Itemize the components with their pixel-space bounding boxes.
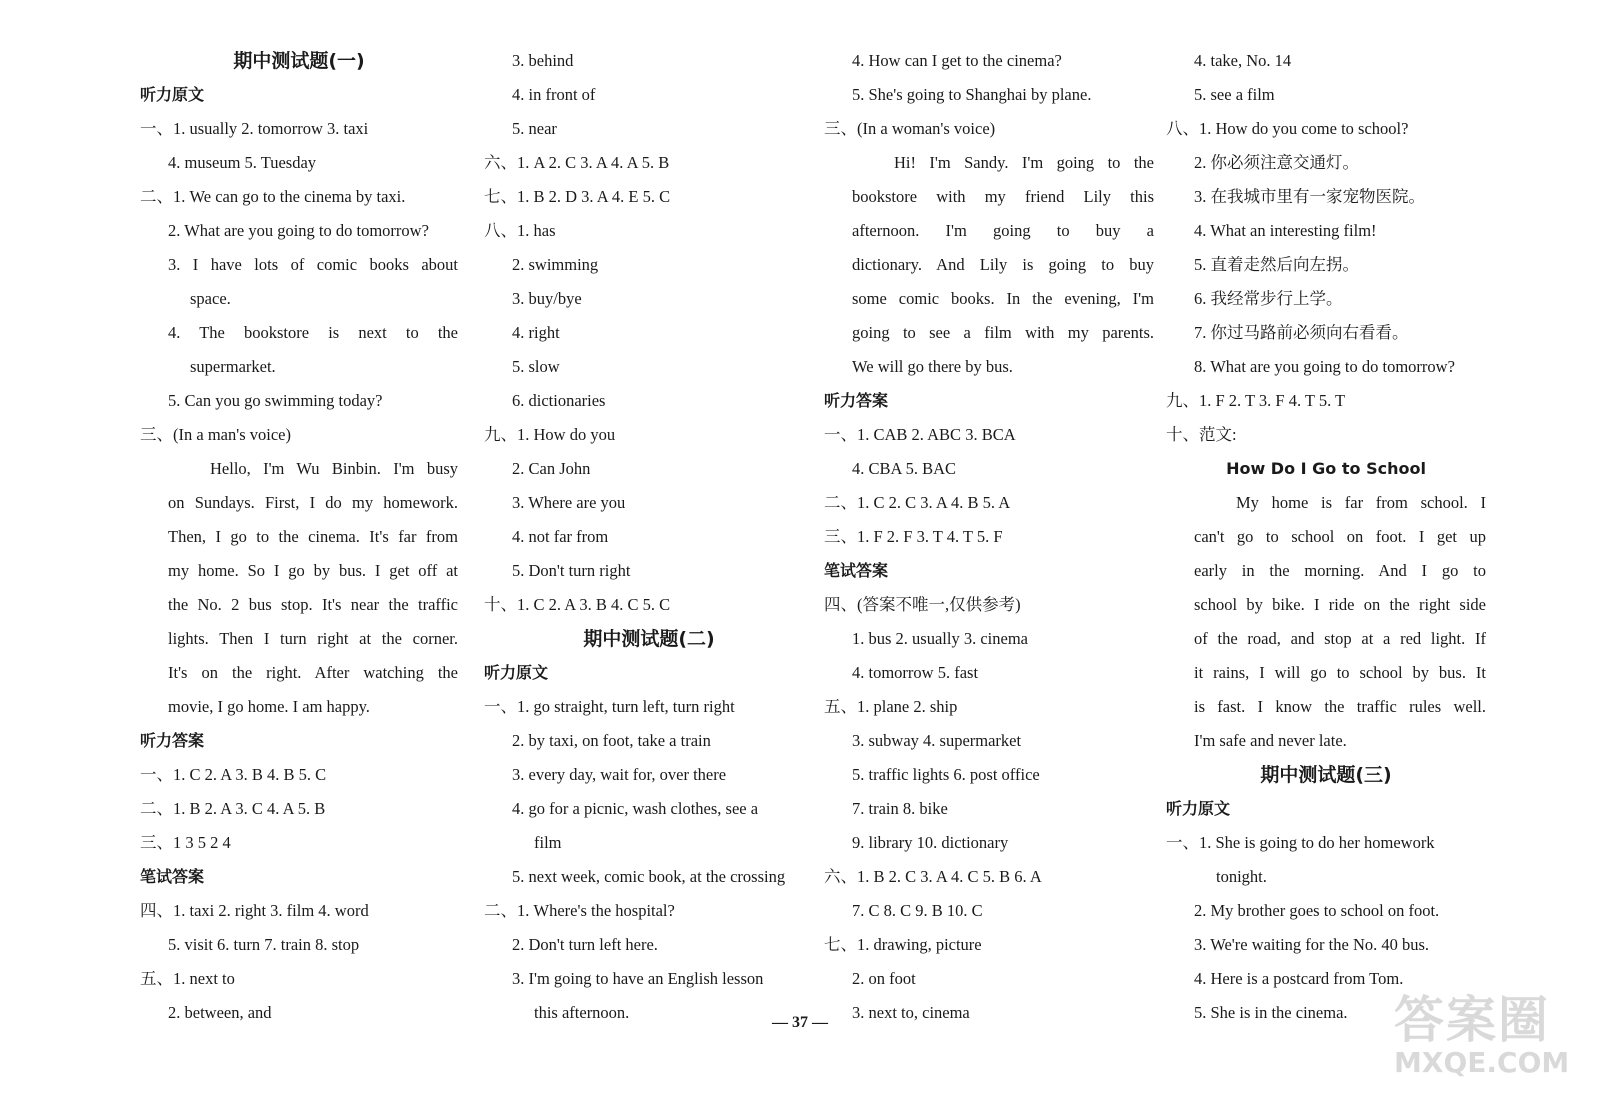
page-number: — 37 — [772, 1014, 828, 1031]
answer-line: 5. slow [512, 357, 560, 376]
answer-line: 7. C 8. C 9. B 10. C [852, 901, 983, 920]
answer-line: tonight. [1216, 867, 1267, 886]
heading-listening-answers: 听力答案 [140, 731, 205, 750]
answer-line: 一、1. go straight, turn left, turn right [484, 697, 735, 716]
passage-line: Then, I go to the cinema. It's far from [168, 527, 458, 546]
essay-line: My home is far from school. I [1236, 493, 1486, 512]
watermark-logo [1394, 992, 1574, 1092]
answer-line: 一、1. CAB 2. ABC 3. BCA [824, 425, 1016, 444]
answer-line: 4. How can I get to the cinema? [852, 51, 1062, 70]
passage-line: afternoon. I'm going to buy a [852, 221, 1154, 240]
heading-written-answers: 笔试答案 [824, 561, 889, 580]
answer-line: 2. What are you going to do tomorrow? [168, 221, 429, 240]
answer-line: 四、1. taxi 2. right 3. film 4. word [140, 901, 369, 920]
answer-line: 5. She's going to Shanghai by plane. [852, 85, 1092, 104]
answer-line: 二、1. We can go to the cinema by taxi. [140, 187, 406, 206]
passage-line: bookstore with my friend Lily this [852, 187, 1154, 206]
answer-line: 2. by taxi, on foot, take a train [512, 731, 711, 750]
answer-line: film [534, 833, 562, 852]
answer-line: 五、1. plane 2. ship [824, 697, 958, 716]
answer-line: this afternoon. [534, 1003, 630, 1022]
answer-line: 5. 直着走然后向左拐。 [1194, 255, 1359, 274]
answer-line: 3. I'm going to have an English lesson [512, 969, 764, 988]
heading-listening-text: 听力原文 [1166, 799, 1231, 818]
answer-line: 三、(In a woman's voice) [824, 119, 996, 138]
answer-line: 三、1 3 5 2 4 [140, 833, 231, 852]
answer-line: 9. library 10. dictionary [852, 833, 1009, 852]
answer-line: 3. Where are you [512, 493, 626, 512]
heading-listening-text: 听力原文 [140, 85, 205, 104]
heading-written-answers: 笔试答案 [140, 867, 205, 886]
answer-line: 一、1. She is going to do her homework [1166, 833, 1435, 852]
answer-line: 2. My brother goes to school on foot. [1194, 901, 1440, 920]
answer-line: 3. We're waiting for the No. 40 bus. [1194, 935, 1430, 954]
answer-line: 六、1. B 2. C 3. A 4. C 5. B 6. A [824, 867, 1042, 886]
answer-line: 4. museum 5. Tuesday [168, 153, 317, 172]
answer-line: 6. dictionaries [512, 391, 606, 410]
answer-line: space. [190, 289, 231, 308]
answer-line: 3. behind [512, 51, 574, 70]
answer-line: 1. bus 2. usually 3. cinema [852, 629, 1028, 648]
answer-line: 3. every day, wait for, over there [512, 765, 727, 784]
answer-line: 2. between, and [168, 1003, 272, 1022]
answer-line: 二、1. C 2. C 3. A 4. B 5. A [824, 493, 1011, 512]
passage-line: the No. 2 bus stop. It's near the traffic [168, 595, 458, 614]
passage-line: dictionary. And Lily is going to buy [852, 255, 1154, 274]
answer-line: 2. 你必须注意交通灯。 [1194, 153, 1359, 172]
passage-line: It's on the right. After watching the [168, 663, 458, 682]
column-3 [824, 44, 1154, 1030]
answer-line: 5. Don't turn right [512, 561, 631, 580]
answer-line: 二、1. B 2. A 3. C 4. A 5. B [140, 799, 326, 818]
answer-line: 5. see a film [1194, 85, 1275, 104]
passage-line: movie, I go home. I am happy. [168, 697, 370, 716]
essay-line: I'm safe and never late. [1194, 731, 1347, 750]
answer-line: 3. next to, cinema [852, 1003, 970, 1022]
answer-line: 八、1. has [484, 221, 556, 240]
passage-line: some comic books. In the evening, I'm [852, 289, 1154, 308]
answer-line: 二、1. Where's the hospital? [484, 901, 675, 920]
answer-line: 4. not far from [512, 527, 609, 546]
answer-line: 5. visit 6. turn 7. train 8. stop [168, 935, 360, 954]
column-1 [140, 44, 458, 1030]
answer-line: 六、1. A 2. C 3. A 4. A 5. B [484, 153, 670, 172]
answer-line: 4. The bookstore is next to the [168, 323, 458, 342]
answer-line: 三、1. F 2. F 3. T 4. T 5. F [824, 527, 1003, 546]
answer-line: 4. CBA 5. BAC [852, 459, 957, 478]
essay-line: school by bike. I ride on the right side [1194, 595, 1486, 614]
answer-line: 4. Here is a postcard from Tom. [1194, 969, 1404, 988]
answer-line: supermarket. [190, 357, 276, 376]
essay-line: early in the morning. And I go to [1194, 561, 1486, 580]
heading-listening-text: 听力原文 [484, 663, 549, 682]
passage-line: lights. Then I turn right at the corner. [168, 629, 458, 648]
answer-line: 2. on foot [852, 969, 916, 988]
essay-line: it rains, I will go to school by bus. It [1194, 663, 1486, 682]
answer-line: 4. go for a picnic, wash clothes, see a [512, 799, 759, 818]
answer-line: 8. What are you going to do tomorrow? [1194, 357, 1455, 376]
essay-line: can't go to school on foot. I get up [1194, 527, 1486, 546]
answer-line: 三、(In a man's voice) [140, 425, 291, 444]
answer-line: 5. traffic lights 6. post office [852, 765, 1040, 784]
answer-line: 四、(答案不唯一,仅供参考) [824, 595, 1021, 614]
answer-line: 九、1. How do you [484, 425, 616, 444]
section-title-midterm-2: 期中测试题(二) [583, 628, 715, 650]
answer-line: 八、1. How do you come to school? [1166, 119, 1409, 138]
answer-line: 7. train 8. bike [852, 799, 948, 818]
answer-line: 7. 你过马路前必须向右看看。 [1194, 323, 1409, 342]
essay-line: is fast. I know the traffic rules well. [1194, 697, 1486, 716]
answer-line: 3. I have lots of comic books about [168, 255, 458, 274]
answer-line: 十、范文: [1166, 425, 1237, 444]
passage-line: Hello, I'm Wu Binbin. I'm busy [210, 459, 458, 478]
answer-line: 九、1. F 2. T 3. F 4. T 5. T [1166, 391, 1346, 410]
answer-line: 七、1. B 2. D 3. A 4. E 5. C [484, 187, 671, 206]
answer-line: 5. near [512, 119, 557, 138]
passage-line: We will go there by bus. [852, 357, 1013, 376]
answer-line: 5. She is in the cinema. [1194, 1003, 1348, 1022]
answer-line: 一、1. C 2. A 3. B 4. B 5. C [140, 765, 327, 784]
answer-line: 2. Can John [512, 459, 591, 478]
watermark-text-en: MXQE.COM [1394, 1046, 1570, 1079]
essay-line: of the road, and stop at a red light. If [1194, 629, 1486, 648]
answer-line: 3. 在我城市里有一家宠物医院。 [1194, 187, 1425, 206]
answer-line: 4. tomorrow 5. fast [852, 663, 979, 682]
answer-line: 5. Can you go swimming today? [168, 391, 383, 410]
answer-line: 3. buy/bye [512, 289, 582, 308]
answer-line: 3. subway 4. supermarket [852, 731, 1022, 750]
answer-line: 十、1. C 2. A 3. B 4. C 5. C [484, 595, 671, 614]
heading-listening-answers: 听力答案 [824, 391, 889, 410]
answer-line: 2. swimming [512, 255, 599, 274]
answer-line: 6. 我经常步行上学。 [1194, 289, 1343, 308]
answer-line: 4. What an interesting film! [1194, 221, 1377, 240]
passage-line: Hi! I'm Sandy. I'm going to the [894, 153, 1154, 172]
answer-line: 七、1. drawing, picture [824, 935, 982, 954]
passage-line: my home. So I go by bus. I get off at [168, 561, 458, 580]
passage-line: going to see a film with my parents. [852, 323, 1154, 342]
section-title-midterm-3: 期中测试题(三) [1260, 764, 1392, 786]
answer-line: 4. in front of [512, 85, 596, 104]
answer-line: 4. right [512, 323, 560, 342]
section-title-midterm-1: 期中测试题(一) [233, 50, 365, 72]
answer-line: 一、1. usually 2. tomorrow 3. taxi [140, 119, 369, 138]
passage-line: on Sundays. First, I do my homework. [168, 493, 458, 512]
column-2 [484, 44, 814, 1030]
answer-line: 4. take, No. 14 [1194, 51, 1292, 70]
answer-line: 2. Don't turn left here. [512, 935, 658, 954]
watermark-text-cn: 答案圈 [1394, 991, 1550, 1049]
column-4 [1166, 44, 1486, 1030]
essay-title: How Do I Go to School [1226, 459, 1426, 478]
answer-line: 5. next week, comic book, at the crossing [512, 867, 786, 886]
answer-line: 五、1. next to [140, 969, 235, 988]
